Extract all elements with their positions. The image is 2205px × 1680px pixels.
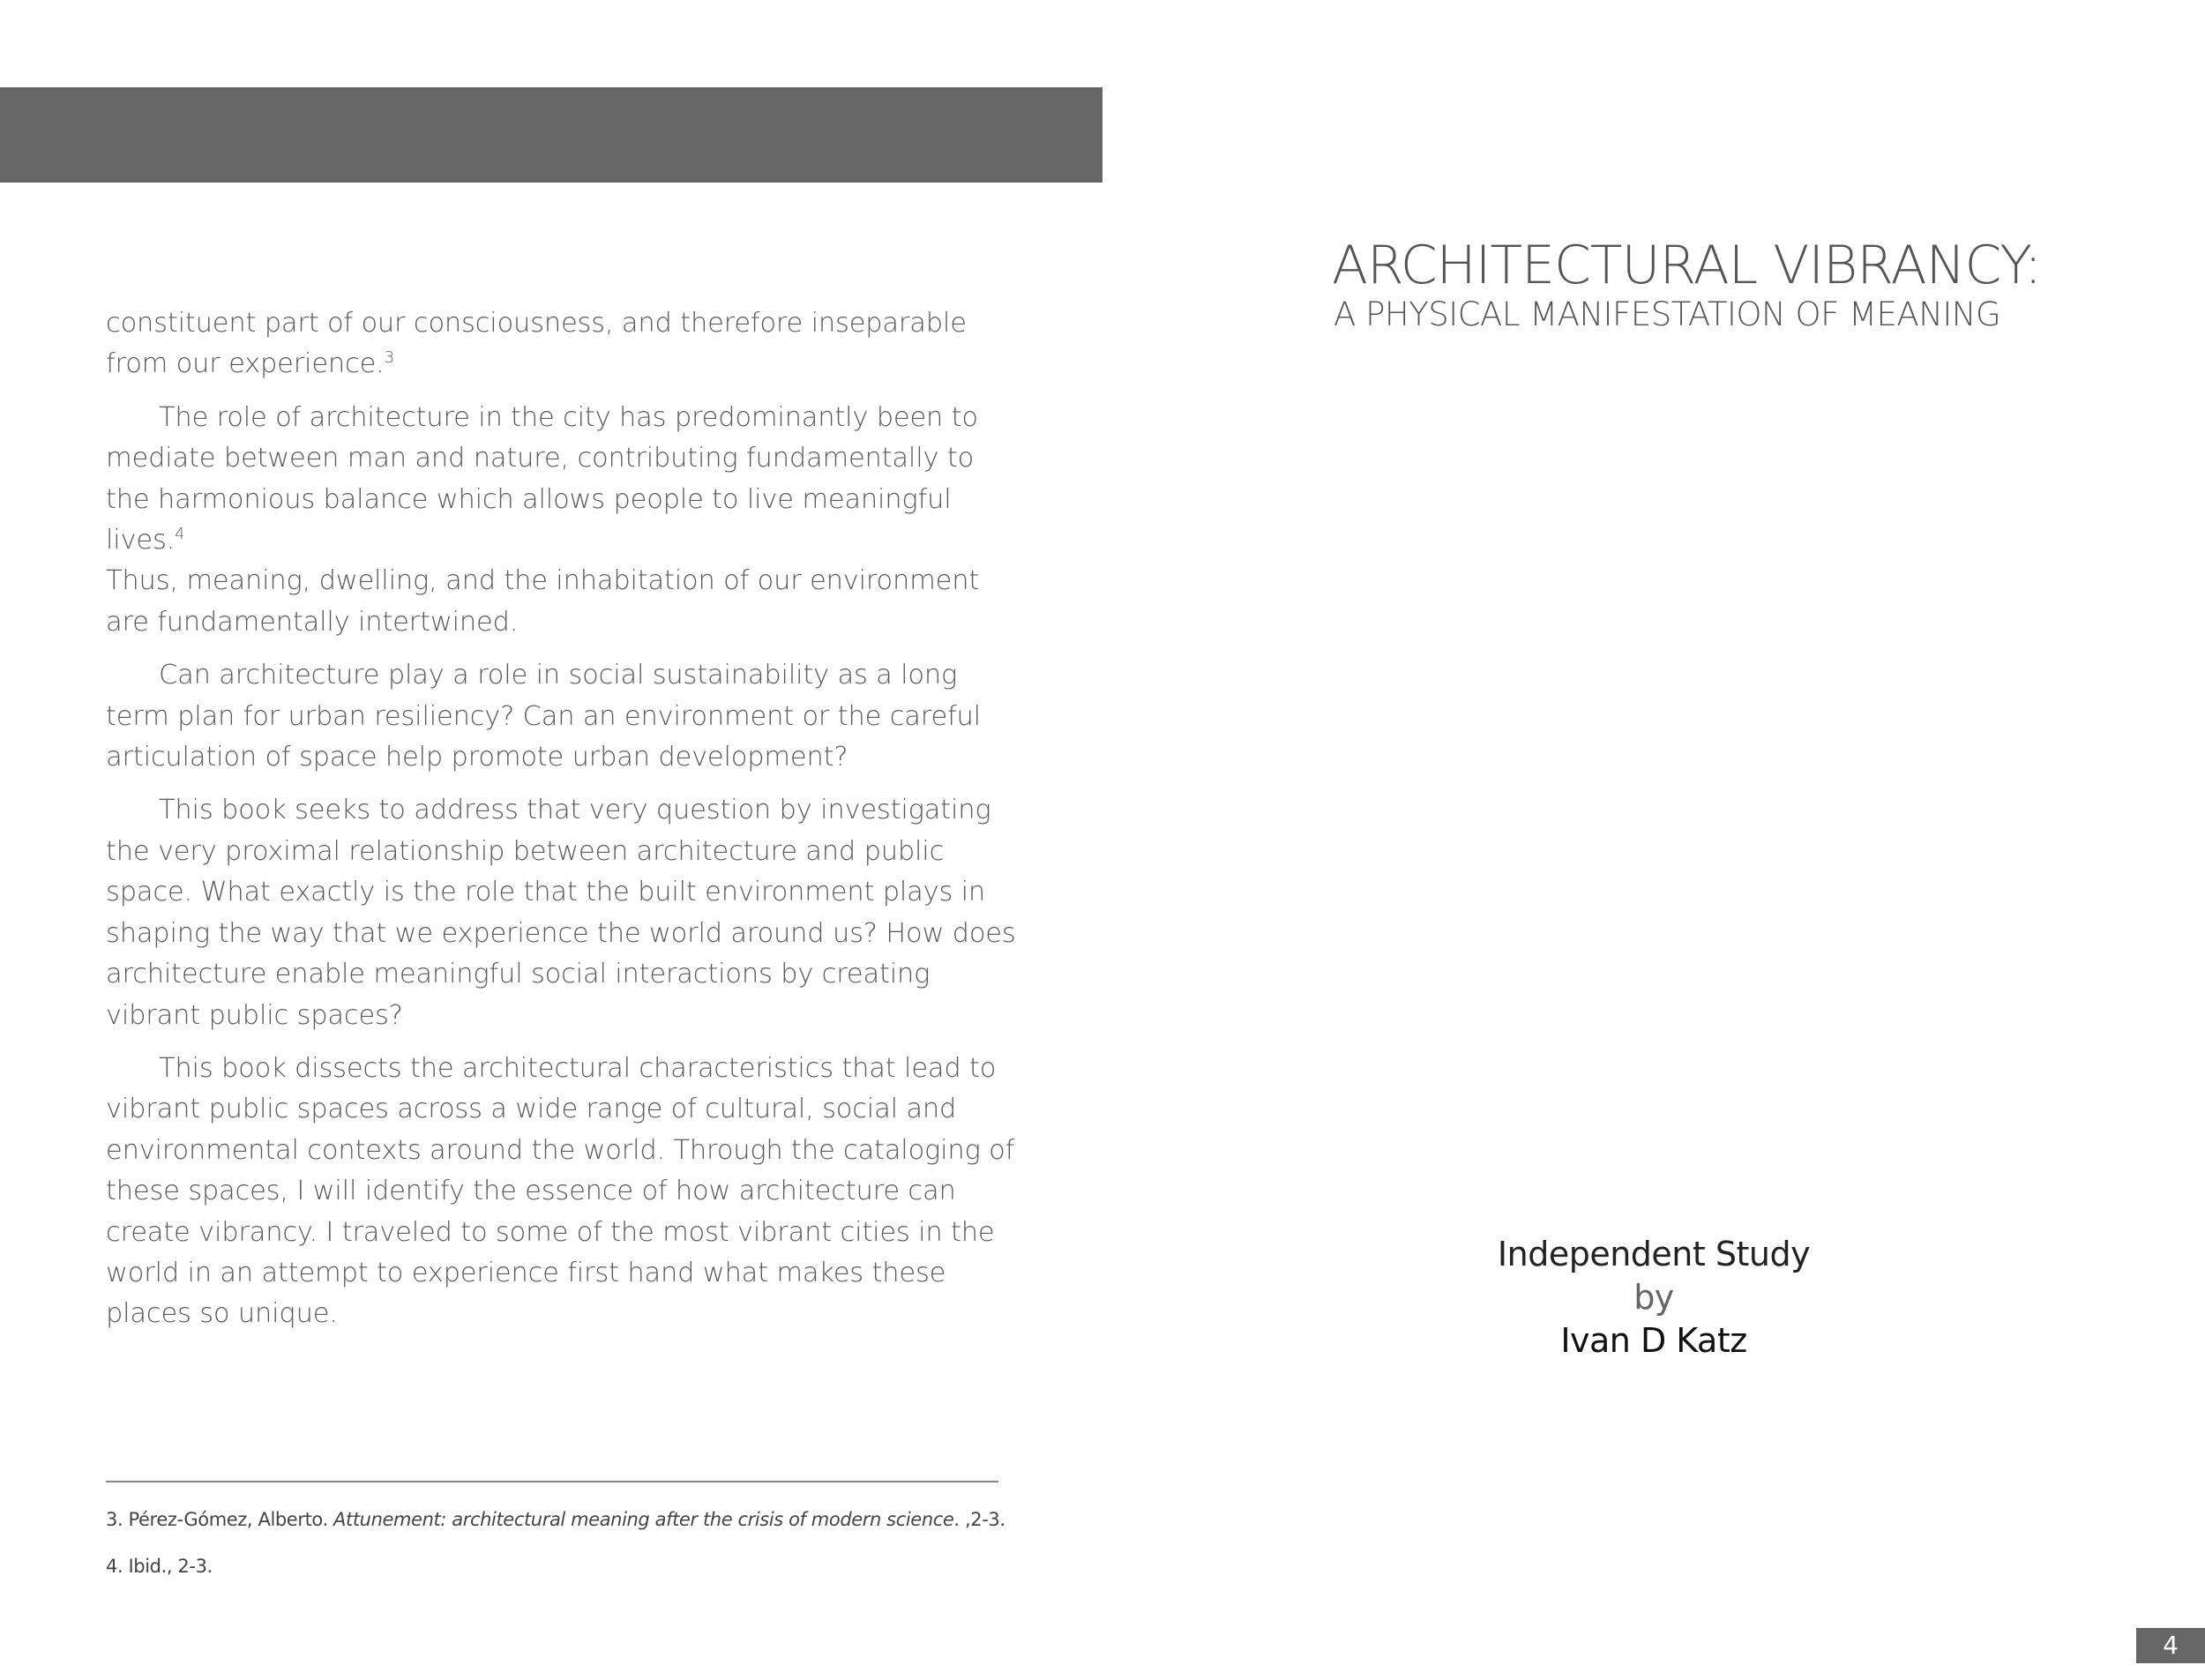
paragraph-5: This book dissects the architectural characteristics that lead to vibrant public spaces across a wide range of cultural, social and environmental contexts around the world. Through the cataloging of these spaces, I will identify the essence of how architecture can create vibrancy. I traveled to some of the most vibrant cities in the world in an attempt to experience first hand what makes these places so unique. [106, 1052, 1015, 1330]
author-name: Ivan D Katz [1560, 1321, 1747, 1360]
book-title: ARCHITECTURAL VIBRANCY: [1332, 235, 2042, 296]
book-subtitle: A PHYSICAL MANIFESTATION OF MEANING [1334, 295, 2001, 333]
footnote-4: 4. Ibid., 2-3. [106, 1556, 213, 1577]
footnote-ref-3: 3 [384, 348, 394, 368]
footnote-3: 3. Pérez-Gómez, Alberto. Attunement: architectural meaning after the crisis of modern science. ,2-3. [106, 1509, 1005, 1530]
paragraph-2: The role of architecture in the city has predominantly been to mediate between man and nature, contributing fundamentally to the harmonious balance which allows people to live meaningful lives.$^4$ Thus, meaning, dwelling, and the inhabitation of our environment are fundamentally intertwined. [106, 401, 980, 638]
header-band [0, 87, 1102, 183]
paragraph-4: This book seeks to address that very question by investigating the very proximal relationship between architecture and public space. What exactly is the role that the built environment plays in shaping the way that we experience the world around us? How does architecture enable meaningful social interactions by creating vibrant public spaces? [106, 795, 1016, 1031]
paragraph-1: constituent part of our consciousness, and therefore inseparable from our experience.$^3$ [106, 308, 967, 380]
footnote-divider [106, 1481, 998, 1482]
paragraph-3: Can architecture play a role in social sustainability as a long term plan for urban resiliency? Can an environment or the careful articulation of space help promote urban development? [106, 660, 981, 773]
credits [1433, 1233, 1874, 1363]
footnote-3-title: Attunement: architectural meaning after the crisis of modern science [333, 1509, 954, 1530]
body-text [106, 303, 1019, 1348]
credit-line: Independent Study [1497, 1235, 1811, 1273]
page-number: 4 [2136, 1628, 2205, 1663]
footnote-ref-4: 4 [175, 524, 185, 543]
credit-by: by [1633, 1278, 1674, 1317]
